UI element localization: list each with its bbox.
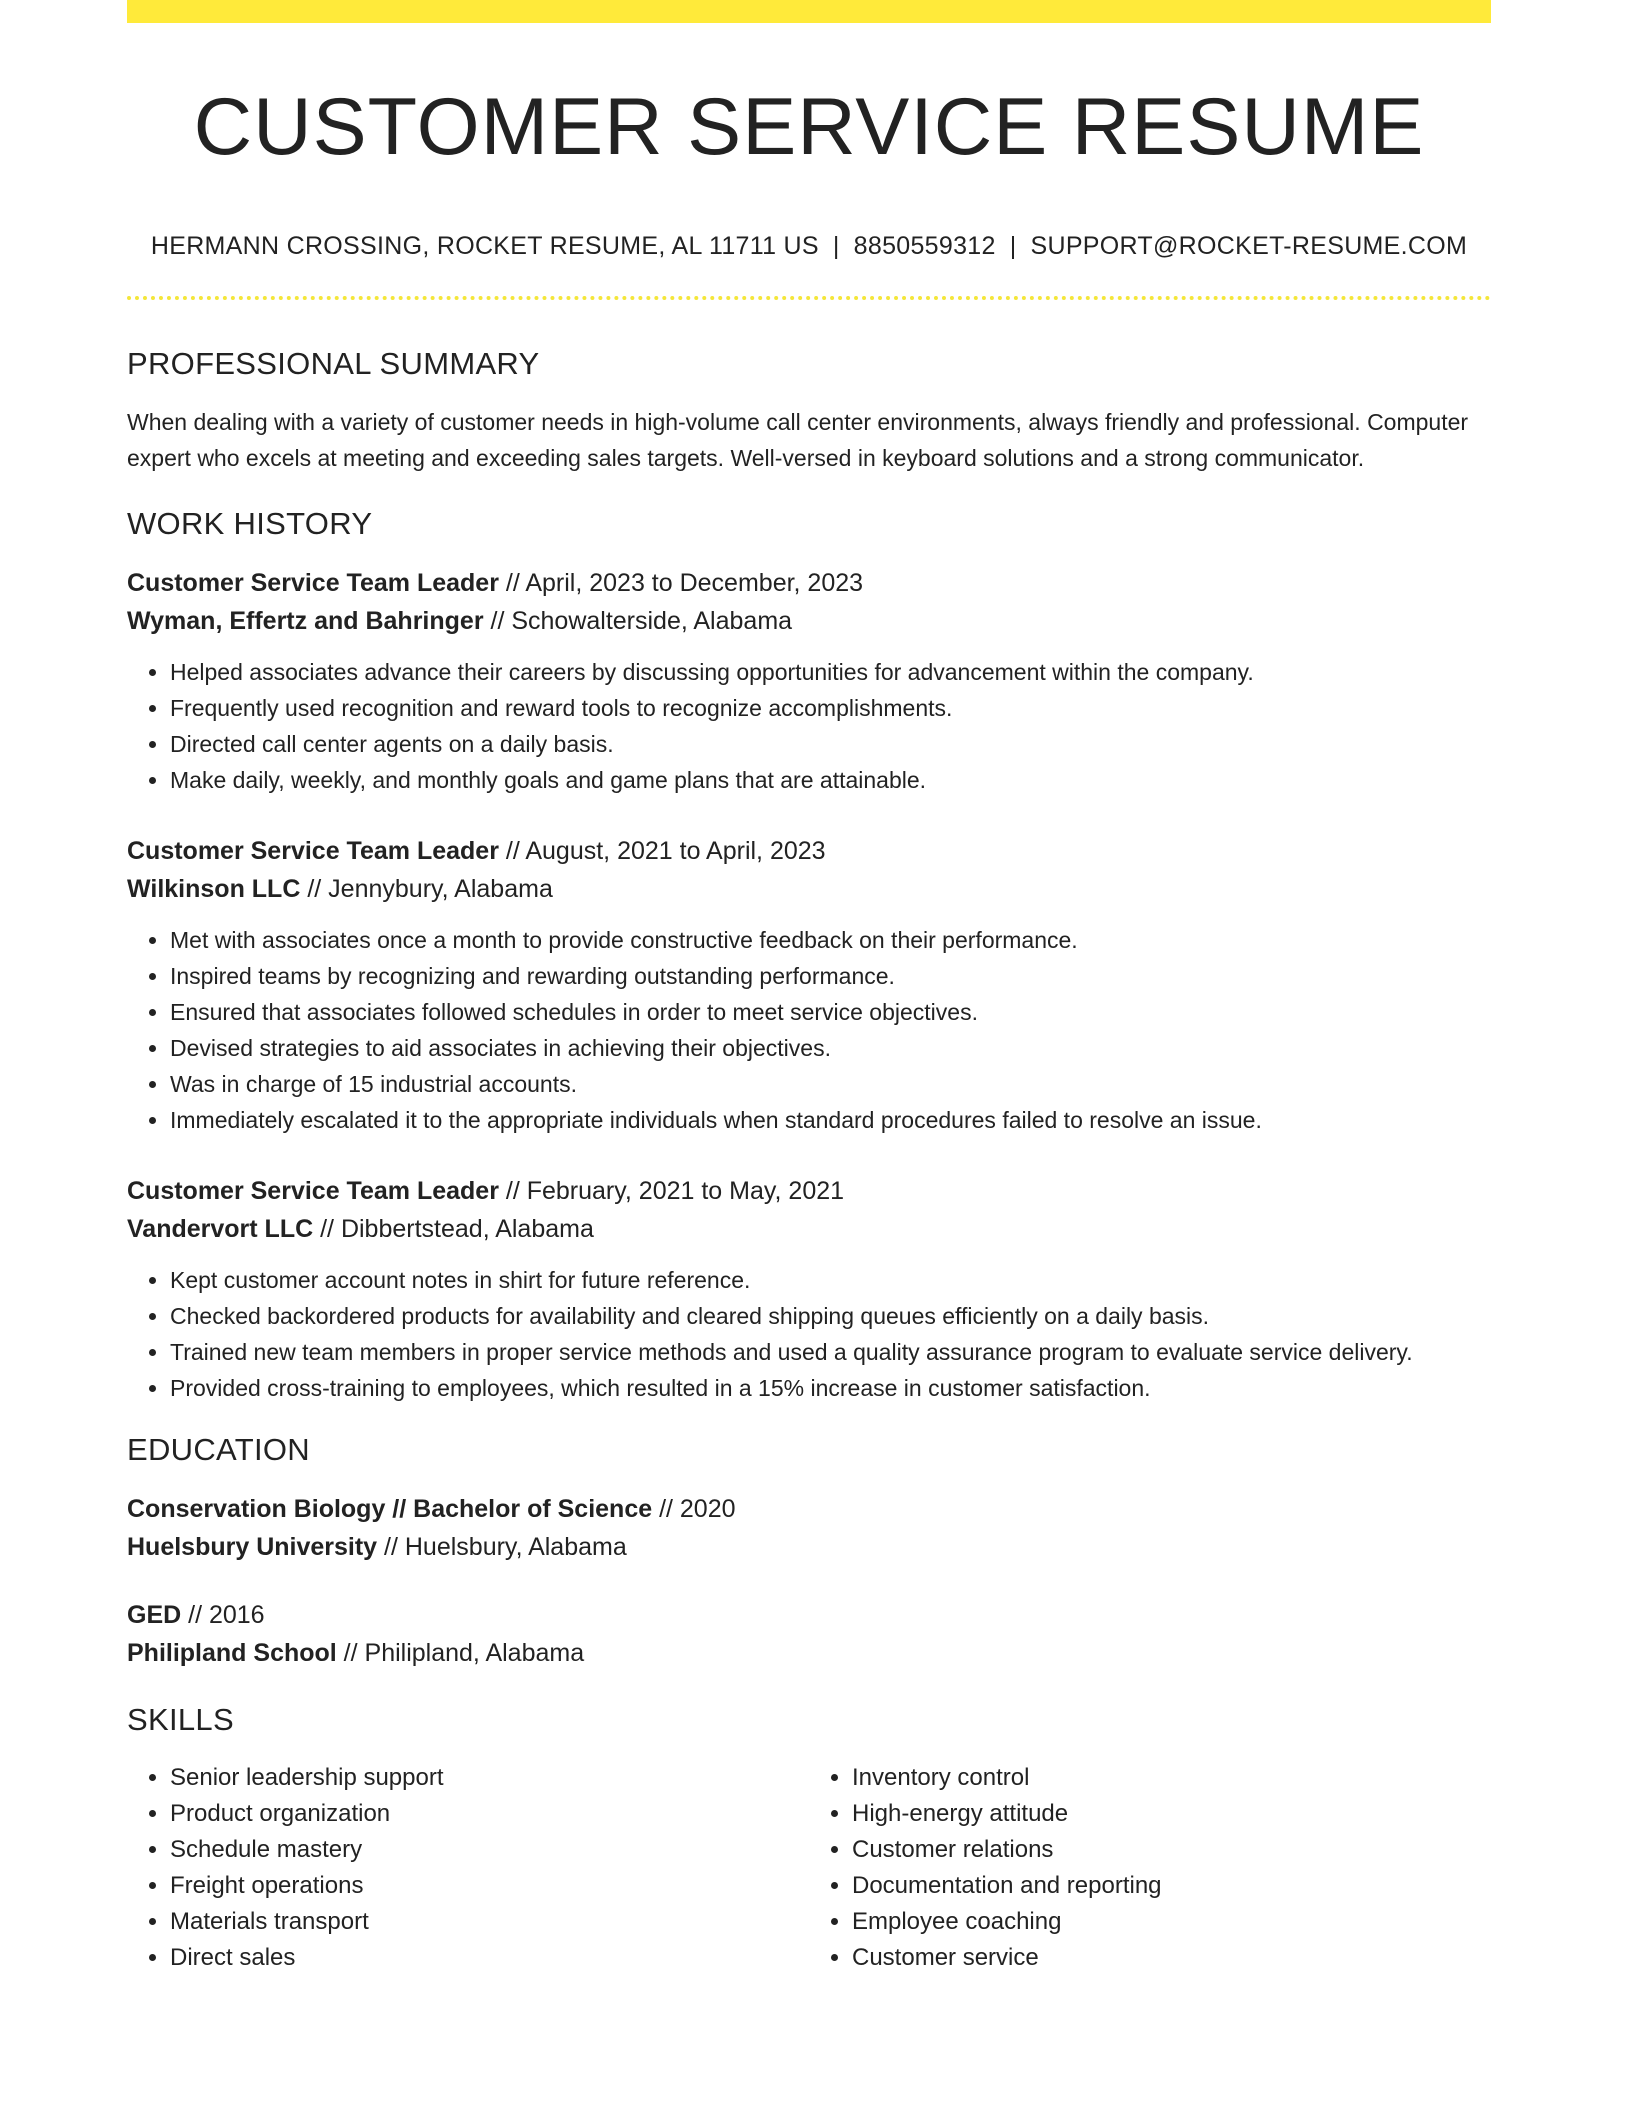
job-bullets	[127, 922, 1491, 1138]
job-bullet: • Make daily, weekly, and monthly goals and game plans that are attainable.	[170, 762, 1491, 798]
summary-text: When dealing with a variety of customer needs in high-volume call center environments, always friendly and professional. Computer expert who excels at meeting and exceeding sales targets. Well-versed in keyboard solutions and a strong communicator.	[127, 409, 1469, 472]
job-bullet: • Kept customer account notes in shirt for future reference.	[170, 1262, 1491, 1298]
job-company: Vandervort LLC	[127, 1215, 314, 1244]
contact-separator: |	[832, 232, 840, 261]
education-degree: Conservation Biology // Bachelor of Science	[127, 1495, 653, 1524]
contact-address: HERMANN CROSSING, ROCKET RESUME, AL 11711 US	[150, 232, 819, 261]
education-entry	[127, 1596, 1491, 1672]
job-title: Customer Service Team Leader	[127, 569, 499, 598]
skills-left-column	[127, 1760, 809, 1976]
education-location: // Huelsbury, Alabama	[377, 1533, 627, 1562]
job-company-line	[127, 602, 1491, 640]
job-dates: // August, 2021 to April, 2023	[498, 837, 826, 866]
job-bullet: • Checked backordered products for availability and cleared shipping queues efficiently on a daily basis.	[170, 1298, 1491, 1334]
skill-item: • High-energy attitude	[852, 1796, 1491, 1832]
skill-item: • Customer relations	[852, 1832, 1491, 1868]
education-school: Philipland School	[127, 1639, 337, 1668]
work-history-heading: WORK HISTORY	[127, 506, 373, 542]
job-bullet: • Inspired teams by recognizing and rewarding outstanding performance.	[170, 958, 1491, 994]
skill-item: • Freight operations	[170, 1868, 809, 1904]
education-school-line	[127, 1528, 1491, 1566]
skill-item: • Senior leadership support	[170, 1760, 809, 1796]
job-bullet: • Trained new team members in proper service methods and used a quality assurance program to evaluate service delivery.	[170, 1334, 1491, 1370]
contact-separator: |	[1009, 232, 1017, 261]
skill-item: • Documentation and reporting	[852, 1868, 1491, 1904]
skill-item: • Direct sales	[170, 1940, 809, 1976]
education-year: // 2016	[181, 1601, 265, 1630]
skill-item: • Product organization	[170, 1796, 809, 1832]
job-bullet: • Provided cross-training to employees, which resulted in a 15% increase in customer satisfaction.	[170, 1370, 1491, 1406]
resume-page	[127, 0, 1491, 1976]
job-company: Wyman, Effertz and Bahringer	[127, 607, 484, 636]
skill-item: • Inventory control	[852, 1760, 1491, 1796]
job-location: // Schowalterside, Alabama	[483, 607, 793, 636]
job-company: Wilkinson LLC	[127, 875, 301, 904]
skill-item: • Schedule mastery	[170, 1832, 809, 1868]
education-heading: EDUCATION	[127, 1432, 310, 1468]
education-degree-line	[127, 1490, 1491, 1528]
contact-phone: 8850559312	[853, 232, 996, 261]
contact-email: SUPPORT@ROCKET-RESUME.COM	[1030, 232, 1468, 261]
job-dates: // April, 2023 to December, 2023	[498, 569, 864, 598]
skills-heading: SKILLS	[127, 1702, 234, 1738]
education-entry	[127, 1490, 1491, 1566]
job-title: Customer Service Team Leader	[127, 1177, 499, 1206]
job-bullet: • Was in charge of 15 industrial accounts.	[170, 1066, 1491, 1102]
skill-item: • Customer service	[852, 1940, 1491, 1976]
job-title-line	[127, 564, 1491, 602]
resume-title: CUSTOMER SERVICE RESUME	[193, 82, 1425, 172]
education-year: // 2020	[652, 1495, 736, 1524]
job-bullets	[127, 1262, 1491, 1406]
job-bullet: • Helped associates advance their careers by discussing opportunities for advancement within the company.	[170, 654, 1491, 690]
job-title: Customer Service Team Leader	[127, 837, 499, 866]
job-location: // Dibbertstead, Alabama	[313, 1215, 594, 1244]
skills-grid	[127, 1760, 1491, 1976]
header-divider	[127, 296, 1491, 300]
education-degree-line	[127, 1596, 1491, 1634]
job-entry	[127, 832, 1491, 1138]
top-accent-bar	[127, 0, 1491, 23]
education-degree: GED	[127, 1601, 182, 1630]
skills-right-column	[809, 1760, 1491, 1976]
education-school: Huelsbury University	[127, 1533, 378, 1562]
job-bullet: • Frequently used recognition and reward tools to recognize accomplishments.	[170, 690, 1491, 726]
job-title-line	[127, 832, 1491, 870]
education-school-line	[127, 1634, 1491, 1672]
job-dates: // February, 2021 to May, 2021	[498, 1177, 845, 1206]
job-bullet: • Directed call center agents on a daily basis.	[170, 726, 1491, 762]
job-company-line	[127, 1210, 1491, 1248]
job-company-line	[127, 870, 1491, 908]
job-bullet: • Immediately escalated it to the appropriate individuals when standard procedures failed to resolve an issue.	[170, 1102, 1491, 1138]
summary-heading: PROFESSIONAL SUMMARY	[127, 346, 540, 382]
education-location: // Philipland, Alabama	[336, 1639, 585, 1668]
job-entry	[127, 564, 1491, 798]
skill-item: • Materials transport	[170, 1904, 809, 1940]
job-bullet: • Devised strategies to aid associates in achieving their objectives.	[170, 1030, 1491, 1066]
job-location: // Jennybury, Alabama	[300, 875, 553, 904]
job-bullet: • Met with associates once a month to provide constructive feedback on their performance.	[170, 922, 1491, 958]
skill-item: • Employee coaching	[852, 1904, 1491, 1940]
job-bullet: • Ensured that associates followed schedules in order to meet service objectives.	[170, 994, 1491, 1030]
job-bullets	[127, 654, 1491, 798]
contact-line	[127, 232, 1491, 261]
job-title-line	[127, 1172, 1491, 1210]
job-entry	[127, 1172, 1491, 1406]
